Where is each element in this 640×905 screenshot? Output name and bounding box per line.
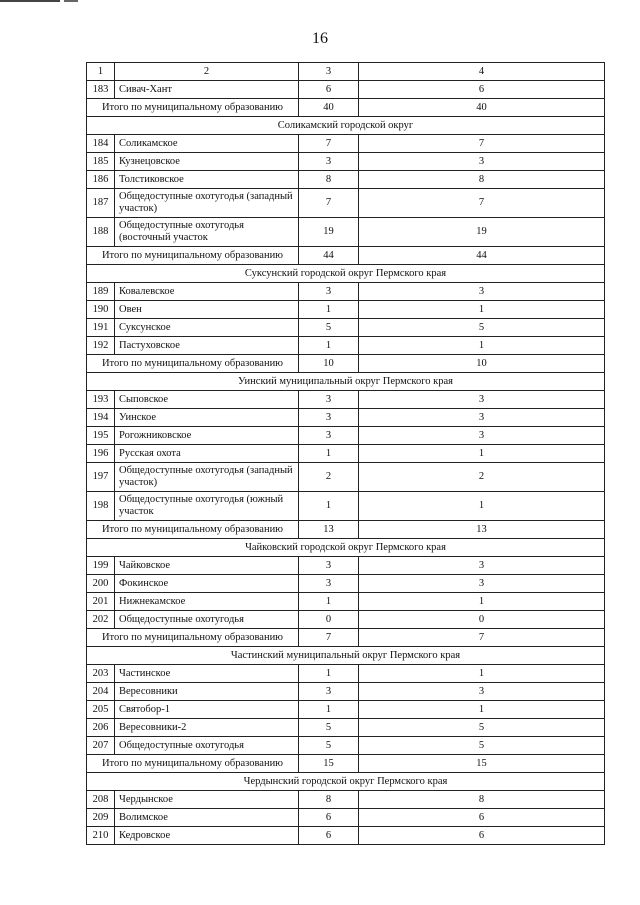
col4-value: 6 [359, 809, 605, 827]
section-title: Частинский муниципальный округ Пермского края [87, 647, 605, 665]
col4-value: 6 [359, 827, 605, 845]
col3-value: 1 [299, 445, 359, 463]
total-col4: 10 [359, 355, 605, 373]
col3-value: 19 [299, 218, 359, 247]
row-number: 203 [87, 665, 115, 683]
col3-value: 1 [299, 701, 359, 719]
row-number: 192 [87, 337, 115, 355]
row-number: 195 [87, 427, 115, 445]
table-row [87, 81, 605, 99]
col4-value: 3 [359, 427, 605, 445]
row-number: 204 [87, 683, 115, 701]
total-col4: 7 [359, 629, 605, 647]
row-number: 194 [87, 409, 115, 427]
header-cell: 1 [87, 63, 115, 81]
row-number: 199 [87, 557, 115, 575]
hunting-ground-name: Чердынское [115, 791, 299, 809]
col4-value: 3 [359, 575, 605, 593]
hunting-ground-name: Фокинское [115, 575, 299, 593]
total-row [87, 247, 605, 265]
row-number: 196 [87, 445, 115, 463]
section-title: Суксунский городской округ Пермского края [87, 265, 605, 283]
col4-value: 1 [359, 492, 605, 521]
col4-value: 3 [359, 283, 605, 301]
col4-value: 3 [359, 391, 605, 409]
total-row [87, 355, 605, 373]
section-title: Чердынский городской округ Пермского края [87, 773, 605, 791]
col3-value: 2 [299, 463, 359, 492]
col3-value: 5 [299, 719, 359, 737]
section-header-row [87, 539, 605, 557]
col3-value: 1 [299, 337, 359, 355]
col3-value: 7 [299, 189, 359, 218]
hunting-ground-name: Пастуховское [115, 337, 299, 355]
hunting-ground-name: Вересовники-2 [115, 719, 299, 737]
hunting-ground-name: Нижнекамское [115, 593, 299, 611]
page-number: 16 [312, 30, 328, 47]
col4-value: 3 [359, 153, 605, 171]
col3-value: 3 [299, 391, 359, 409]
table-row [87, 701, 605, 719]
table-row [87, 218, 605, 247]
header-cell: 3 [299, 63, 359, 81]
table-row [87, 737, 605, 755]
section-header-row [87, 117, 605, 135]
table-row [87, 301, 605, 319]
table-row [87, 445, 605, 463]
col4-value: 1 [359, 301, 605, 319]
col4-value: 2 [359, 463, 605, 492]
total-row [87, 755, 605, 773]
row-number: 205 [87, 701, 115, 719]
table-row [87, 319, 605, 337]
col4-value: 1 [359, 665, 605, 683]
allocation-table [86, 62, 605, 845]
total-col3: 40 [299, 99, 359, 117]
hunting-ground-name: Овен [115, 301, 299, 319]
col4-value: 1 [359, 701, 605, 719]
section-header-row [87, 373, 605, 391]
table-row [87, 791, 605, 809]
scan-mark [64, 0, 78, 2]
hunting-ground-name: Кузнецовское [115, 153, 299, 171]
total-label: Итого по муниципальному образованию [87, 755, 299, 773]
row-number: 193 [87, 391, 115, 409]
col4-value: 19 [359, 218, 605, 247]
total-row [87, 629, 605, 647]
hunting-ground-name: Вересовники [115, 683, 299, 701]
section-title: Уинский муниципальный округ Пермского края [87, 373, 605, 391]
table-row [87, 557, 605, 575]
total-col4: 44 [359, 247, 605, 265]
col3-value: 0 [299, 611, 359, 629]
header-cell: 2 [115, 63, 299, 81]
total-col4: 40 [359, 99, 605, 117]
col3-value: 3 [299, 283, 359, 301]
col3-value: 3 [299, 427, 359, 445]
hunting-ground-name: Суксунское [115, 319, 299, 337]
row-number: 197 [87, 463, 115, 492]
total-col3: 7 [299, 629, 359, 647]
row-number: 200 [87, 575, 115, 593]
col3-value: 8 [299, 171, 359, 189]
col4-value: 1 [359, 337, 605, 355]
col4-value: 6 [359, 81, 605, 99]
total-label: Итого по муниципальному образованию [87, 629, 299, 647]
section-title: Соликамский городской округ [87, 117, 605, 135]
table-row [87, 463, 605, 492]
col3-value: 6 [299, 827, 359, 845]
row-number: 202 [87, 611, 115, 629]
total-col3: 10 [299, 355, 359, 373]
col4-value: 3 [359, 683, 605, 701]
col3-value: 5 [299, 737, 359, 755]
table-row [87, 683, 605, 701]
row-number: 188 [87, 218, 115, 247]
table-row [87, 575, 605, 593]
hunting-ground-name: Общедоступные охотугодья (западный участок) [115, 189, 299, 218]
table-row [87, 135, 605, 153]
hunting-ground-name: Рогожниковское [115, 427, 299, 445]
col3-value: 1 [299, 593, 359, 611]
row-number: 198 [87, 492, 115, 521]
col3-value: 3 [299, 153, 359, 171]
hunting-ground-name: Русская охота [115, 445, 299, 463]
section-header-row [87, 773, 605, 791]
table-row [87, 391, 605, 409]
total-col4: 13 [359, 521, 605, 539]
hunting-ground-name: Сыповское [115, 391, 299, 409]
col4-value: 7 [359, 135, 605, 153]
col3-value: 6 [299, 809, 359, 827]
header-row [87, 63, 605, 81]
hunting-ground-name: Святобор-1 [115, 701, 299, 719]
col4-value: 8 [359, 791, 605, 809]
col3-value: 3 [299, 557, 359, 575]
hunting-ground-name: Общедоступные охотугодья [115, 611, 299, 629]
row-number: 190 [87, 301, 115, 319]
row-number: 207 [87, 737, 115, 755]
row-number: 191 [87, 319, 115, 337]
col4-value: 3 [359, 557, 605, 575]
row-number: 183 [87, 81, 115, 99]
col3-value: 1 [299, 492, 359, 521]
total-col3: 13 [299, 521, 359, 539]
row-number: 189 [87, 283, 115, 301]
total-col4: 15 [359, 755, 605, 773]
col4-value: 1 [359, 593, 605, 611]
table-row [87, 283, 605, 301]
hunting-ground-name: Соликамское [115, 135, 299, 153]
table-row [87, 171, 605, 189]
header-cell: 4 [359, 63, 605, 81]
col3-value: 7 [299, 135, 359, 153]
hunting-ground-name: Общедоступные охотугодья [115, 737, 299, 755]
total-label: Итого по муниципальному образованию [87, 355, 299, 373]
table-row [87, 719, 605, 737]
hunting-ground-name: Общедоступные охотугодья (западный участок) [115, 463, 299, 492]
col4-value: 8 [359, 171, 605, 189]
row-number: 209 [87, 809, 115, 827]
col3-value: 3 [299, 575, 359, 593]
col3-value: 6 [299, 81, 359, 99]
table-row [87, 492, 605, 521]
hunting-ground-name: Волимское [115, 809, 299, 827]
table-row [87, 427, 605, 445]
table-row [87, 665, 605, 683]
table-row [87, 189, 605, 218]
table-row [87, 153, 605, 171]
hunting-ground-name: Общедоступные охотугодья (восточный участок [115, 218, 299, 247]
table-row [87, 611, 605, 629]
section-header-row [87, 647, 605, 665]
hunting-ground-name: Сивач-Хант [115, 81, 299, 99]
row-number: 186 [87, 171, 115, 189]
table-row [87, 593, 605, 611]
scan-mark [0, 0, 60, 2]
col3-value: 3 [299, 409, 359, 427]
col4-value: 5 [359, 719, 605, 737]
hunting-ground-name: Частинское [115, 665, 299, 683]
table-row [87, 337, 605, 355]
total-label: Итого по муниципальному образованию [87, 247, 299, 265]
total-label: Итого по муниципальному образованию [87, 521, 299, 539]
col4-value: 7 [359, 189, 605, 218]
hunting-ground-name: Уинское [115, 409, 299, 427]
table-row [87, 827, 605, 845]
row-number: 201 [87, 593, 115, 611]
col3-value: 5 [299, 319, 359, 337]
hunting-ground-name: Чайковское [115, 557, 299, 575]
col4-value: 0 [359, 611, 605, 629]
total-col3: 44 [299, 247, 359, 265]
table-row [87, 409, 605, 427]
table-row [87, 809, 605, 827]
total-row [87, 99, 605, 117]
hunting-ground-name: Толстиковское [115, 171, 299, 189]
col3-value: 8 [299, 791, 359, 809]
section-header-row [87, 265, 605, 283]
hunting-ground-name: Общедоступные охотугодья (южный участок [115, 492, 299, 521]
col3-value: 3 [299, 683, 359, 701]
row-number: 187 [87, 189, 115, 218]
col3-value: 1 [299, 665, 359, 683]
total-label: Итого по муниципальному образованию [87, 99, 299, 117]
row-number: 185 [87, 153, 115, 171]
total-col3: 15 [299, 755, 359, 773]
row-number: 206 [87, 719, 115, 737]
col4-value: 5 [359, 319, 605, 337]
row-number: 184 [87, 135, 115, 153]
row-number: 210 [87, 827, 115, 845]
section-title: Чайковский городской округ Пермского края [87, 539, 605, 557]
col3-value: 1 [299, 301, 359, 319]
row-number: 208 [87, 791, 115, 809]
hunting-ground-name: Ковалевское [115, 283, 299, 301]
hunting-ground-name: Кедровское [115, 827, 299, 845]
col4-value: 1 [359, 445, 605, 463]
col4-value: 3 [359, 409, 605, 427]
col4-value: 5 [359, 737, 605, 755]
total-row [87, 521, 605, 539]
